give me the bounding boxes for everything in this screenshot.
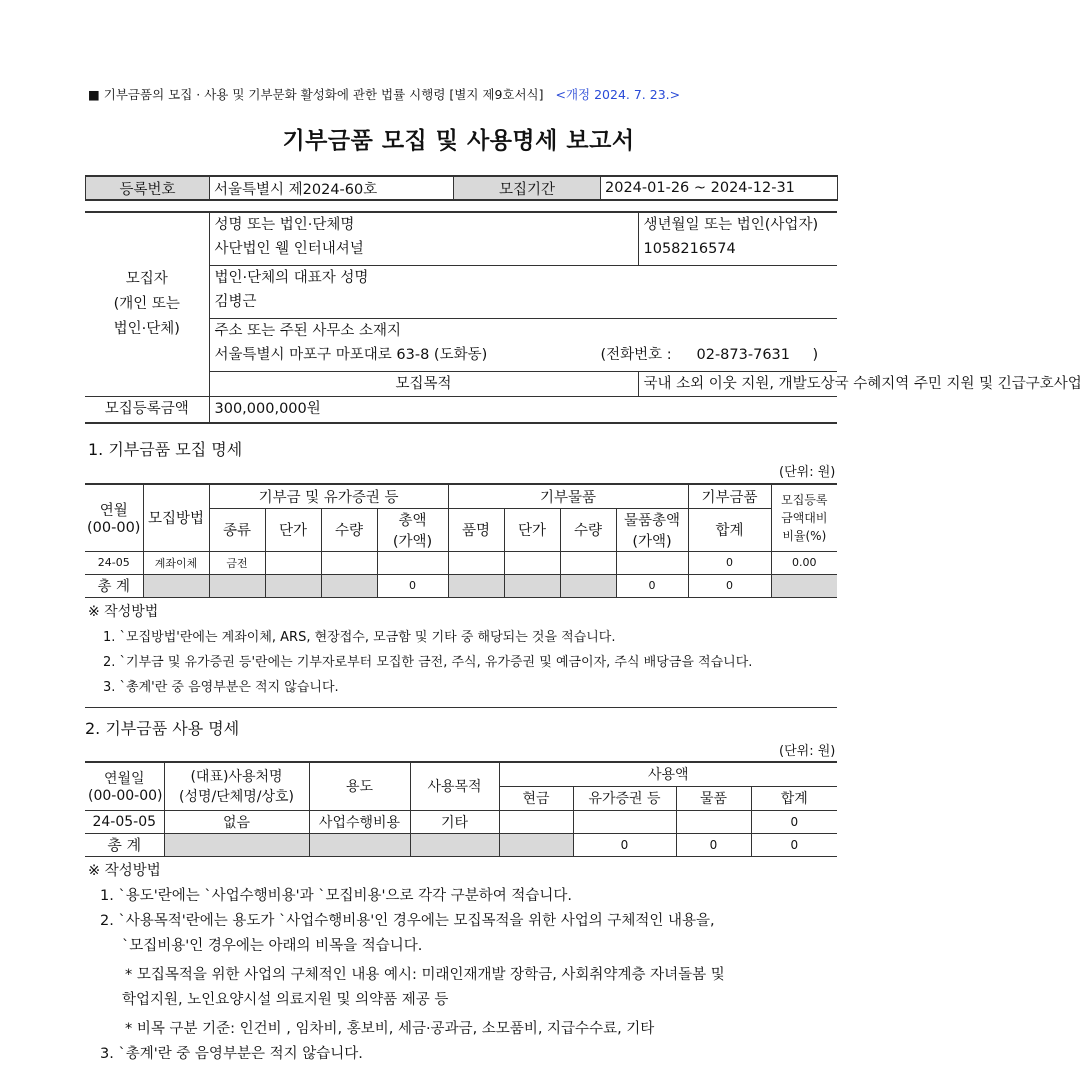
t1-row-g-qty	[560, 551, 616, 574]
collector-bizno-value: 1058216574	[643, 241, 736, 257]
t1-row-total	[377, 551, 448, 574]
collector-label-l1: 모집자	[125, 271, 168, 287]
t1-ym-header-l2: (00-00)	[87, 520, 141, 537]
t1-total-sum: 0	[688, 574, 771, 597]
t1-total-header-l1: 총액	[398, 512, 427, 529]
t1-total-header-l2: (가액)	[392, 533, 433, 550]
period-value: 2024-01-26 ~ 2024-12-31	[601, 176, 838, 200]
t2-goods-header: 물품	[676, 786, 751, 810]
section2-note-2-line2: `모집비용'인 경우에는 아래의 비목을 적습니다.	[122, 938, 423, 954]
section1-notes-title: ※ 작성방법	[88, 604, 159, 620]
section1-notes	[88, 600, 752, 700]
collector-label-l3: 법인·단체)	[113, 321, 180, 337]
registration-table	[85, 175, 838, 201]
t1-ym-header-l1: 연월	[99, 503, 128, 520]
t1-ratio-header-l2: 금액대비	[781, 510, 828, 525]
shaded-cell	[499, 833, 573, 856]
shaded-cell	[164, 833, 309, 856]
t2-total-goods: 0	[676, 833, 751, 856]
t1-sum-group-header: 기부금품	[688, 484, 771, 508]
t1-ratio-header	[771, 484, 837, 551]
shaded-cell	[265, 574, 321, 597]
section1-title: 1. 기부금품 모집 명세	[88, 440, 243, 459]
shaded-cell	[771, 574, 837, 597]
address-cell	[209, 319, 837, 372]
section2-note-3: 3. `총계'란 중 음영부분은 적지 않습니다.	[100, 1046, 363, 1062]
section2-title: 2. 기부금품 사용 명세	[85, 719, 240, 738]
shaded-cell	[448, 574, 504, 597]
registration-no-label: 등록번호	[86, 176, 210, 200]
section1-unit: (단위: 원)	[779, 465, 836, 480]
t1-goods-group-header: 기부물품	[448, 484, 688, 508]
phone-close: )	[812, 347, 819, 363]
t1-row-unit-price	[265, 551, 321, 574]
shaded-cell	[321, 574, 377, 597]
period-label: 모집기간	[454, 176, 601, 200]
section2-notes-title: ※ 작성방법	[88, 863, 161, 879]
table-row	[85, 551, 837, 574]
t1-row-sum: 0	[688, 551, 771, 574]
section2-notes	[88, 859, 725, 1067]
t1-sum-header: 합계	[688, 508, 771, 551]
collection-table	[85, 483, 837, 598]
t1-kind-header: 종류	[209, 508, 265, 551]
section2-note-2-sub2: * 비목 구분 기준: 인건비 , 임차비, 홍보비, 세금·공과금, 소모품비, 지급수수료, 기타	[125, 1021, 655, 1037]
t1-g-total-header-l2: (가액)	[632, 533, 672, 550]
purpose-label: 모집목적	[209, 372, 638, 397]
t2-date-header-l1: 연월일	[103, 771, 145, 788]
t1-ym-header	[85, 484, 143, 551]
collector-name-value: 사단법인 웰 인터내셔널	[214, 241, 364, 257]
t2-use-header: 용도	[309, 762, 410, 810]
t1-row-item-name	[448, 551, 504, 574]
shaded-cell	[143, 574, 209, 597]
section2-note-2-sub1-line2: 학업지원, 노인요양시설 의료지원 및 의약품 제공 등	[122, 992, 449, 1008]
t2-sum-header: 합계	[751, 786, 837, 810]
amount-label: 모집등록금액	[85, 397, 209, 424]
t1-row-method: 계좌이체	[143, 551, 209, 574]
address-value: 서울특별시 마포구 마포대로 63-8 (도화동)	[214, 347, 488, 363]
section1-note-3: 3. `총계'란 중 음영부분은 적지 않습니다.	[103, 680, 339, 695]
collector-name-label: 성명 또는 법인·단체명	[214, 217, 355, 233]
phone-label: (전화번호 :	[600, 347, 672, 363]
t1-item-name-header: 품명	[448, 508, 504, 551]
t2-row-sum: 0	[751, 810, 837, 833]
shaded-cell	[560, 574, 616, 597]
amount-value: 300,000,000원	[214, 401, 321, 417]
shaded-cell	[504, 574, 560, 597]
collector-label	[85, 212, 209, 397]
section2-note-2-line1: 2. `사용목적'란에는 용도가 `사업수행비용'인 경우에는 모집목적을 위한 사업의 구체적인 내용을,	[100, 913, 715, 929]
t2-purpose-header: 사용목적	[410, 762, 499, 810]
t1-total-goods: 0	[616, 574, 688, 597]
t2-row-payee: 없음	[164, 810, 309, 833]
t1-g-total-header	[616, 508, 688, 551]
t2-payee-header	[164, 762, 309, 810]
form-ref-text: ■ 기부금품의 모집 · 사용 및 기부문화 활성화에 관한 법률 시행령 [별지 제9호서식]	[88, 87, 544, 102]
shaded-cell	[309, 833, 410, 856]
divider	[85, 707, 837, 708]
section1-note-2: 2. `기부금 및 유가증권 등'란에는 기부자로부터 모집한 금전, 주식, 유가증권 및 예금이자, 주식 배당금을 적습니다.	[103, 655, 753, 670]
t2-row-use: 사업수행비용	[309, 810, 410, 833]
t2-total-label: 총 계	[85, 833, 164, 856]
t2-date-header	[85, 762, 164, 810]
t1-row-g-total	[616, 551, 688, 574]
t1-row-ym: 24-05	[85, 551, 143, 574]
t1-ratio-header-l3: 비율(%)	[782, 528, 827, 543]
t2-row-date: 24-05-05	[85, 810, 164, 833]
t2-row-securities	[573, 810, 676, 833]
t1-g-total-header-l1: 물품총액	[624, 512, 681, 529]
revision-note: <개정 2024. 7. 23.>	[555, 87, 681, 102]
t2-payee-header-l2: (성명/단체명/상호)	[178, 789, 295, 806]
phone-value: 02-873-7631	[696, 347, 790, 363]
section2-unit: (단위: 원)	[779, 744, 836, 759]
t2-row-purpose: 기타	[410, 810, 499, 833]
purpose-value: 국내 소외 이웃 지원, 개발도상국 수혜지역 주민 지원 및 긴급구호사업	[638, 372, 837, 397]
table-row	[85, 810, 837, 833]
t1-ratio-header-l1: 모집등록	[781, 492, 828, 507]
representative-label: 법인·단체의 대표자 성명	[214, 270, 369, 286]
t2-row-cash	[499, 810, 573, 833]
t2-securities-header: 유가증권 등	[573, 786, 676, 810]
t2-cash-header: 현금	[499, 786, 573, 810]
total-row	[85, 833, 837, 856]
t1-row-qty	[321, 551, 377, 574]
shaded-cell	[410, 833, 499, 856]
t1-total-money: 0	[377, 574, 448, 597]
section2-note-1: 1. `용도'란에는 `사업수행비용'과 `모집비용'으로 각각 구분하여 적습니다.	[100, 888, 573, 904]
t2-payee-header-l1: (대표)사용처명	[190, 769, 283, 786]
address-label: 주소 또는 주된 사무소 소재지	[214, 323, 402, 339]
t1-g-qty-header: 수량	[560, 508, 616, 551]
collector-name-cell	[209, 212, 638, 266]
t1-row-ratio: 0.00	[771, 551, 837, 574]
section2-note-2-sub1-line1: * 모집목적을 위한 사업의 구체적인 내용 예시: 미래인재개발 장학금, 사회취약계층 자녀돌봄 및	[125, 967, 725, 983]
t2-total-securities: 0	[573, 833, 676, 856]
total-row	[85, 574, 837, 597]
representative-value: 김병근	[214, 294, 257, 310]
t1-row-g-unit-price	[504, 551, 560, 574]
t2-date-header-l2: (00-00-00)	[88, 788, 163, 805]
t1-unit-price-header: 단가	[265, 508, 321, 551]
representative-cell	[209, 266, 837, 319]
shaded-cell	[209, 574, 265, 597]
page-title: 기부금품 모집 및 사용명세 보고서	[282, 128, 635, 154]
t1-money-group-header: 기부금 및 유가증권 등	[209, 484, 448, 508]
registration-no-value: 서울특별시 제2024-60호	[210, 176, 454, 200]
usage-table	[85, 761, 837, 857]
form-reference	[88, 85, 680, 103]
collector-table	[85, 211, 1082, 424]
t2-amount-group-header: 사용액	[499, 762, 837, 786]
t1-method-header: 모집방법	[143, 484, 209, 551]
t1-row-kind: 금전	[209, 551, 265, 574]
collector-bizno-label: 생년월일 또는 법인(사업자)	[643, 217, 819, 233]
section1-note-1: 1. `모집방법'란에는 계좌이체, ARS, 현장접수, 모금함 및 기타 중 해당되는 것을 적습니다.	[103, 630, 616, 645]
collector-bizno-cell	[638, 212, 837, 266]
t2-total-sum: 0	[751, 833, 837, 856]
t1-total-label: 총 계	[85, 574, 143, 597]
t1-total-header	[377, 508, 448, 551]
t2-row-goods	[676, 810, 751, 833]
collector-label-l2: (개인 또는	[113, 296, 180, 312]
t1-qty-header: 수량	[321, 508, 377, 551]
t1-g-unit-price-header: 단가	[504, 508, 560, 551]
